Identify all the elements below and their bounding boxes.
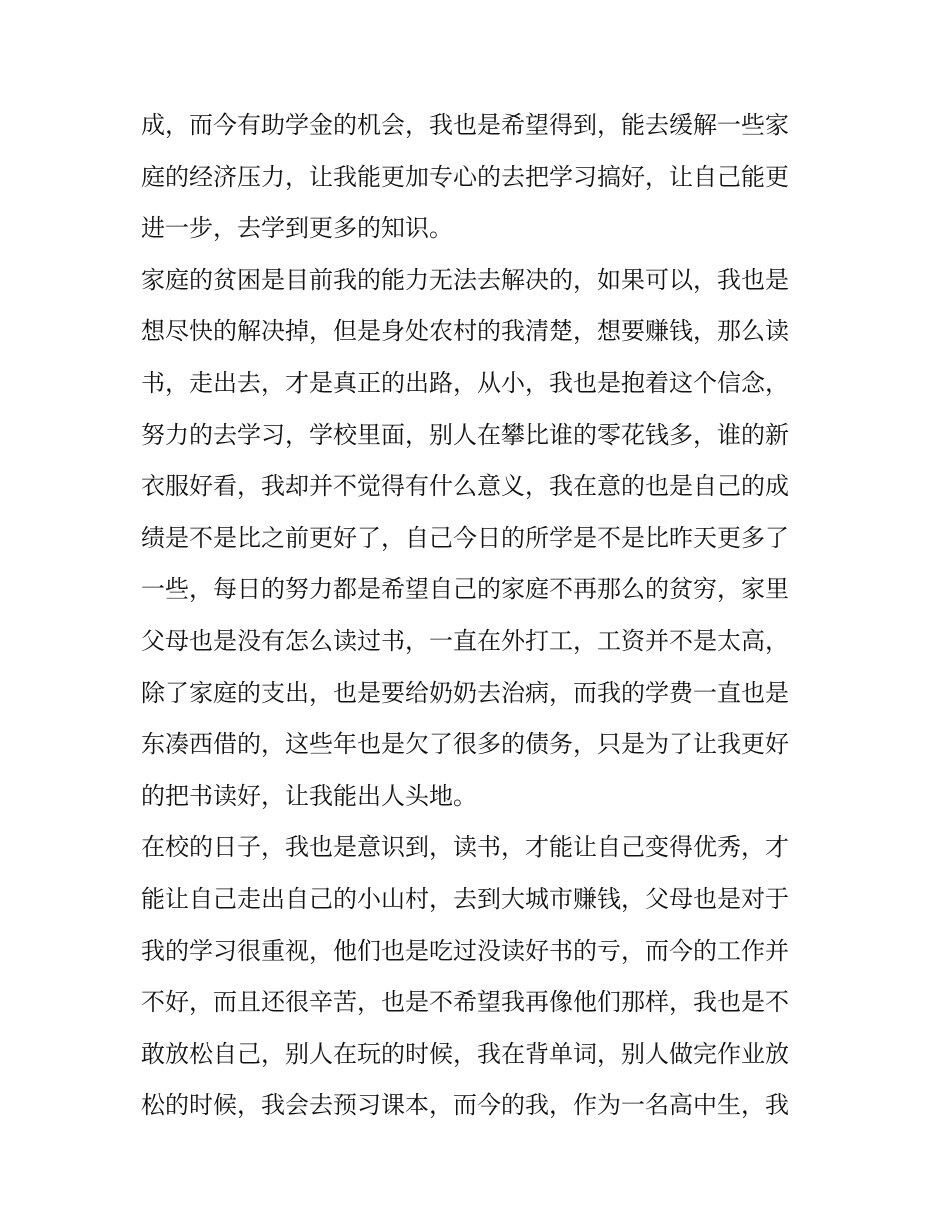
text-line-5: 想尽快的解决掉，但是身处农村的我清楚，想要赚钱，那么读 [141, 317, 789, 346]
text-line-9: 绩是不是比之前更好了，自己今日的所学是不是比昨天更多了 [141, 523, 789, 552]
text-line-6: 书，走出去，才是真正的出路，从小，我也是抱着这个信念， [141, 368, 789, 397]
text-line-18: 不好，而且还很辛苦，也是不希望我再像他们那样，我也是不 [141, 988, 789, 1017]
text-line-10: 一些，每日的努力都是希望自己的家庭不再那么的贫穷，家里 [141, 575, 789, 604]
text-line-19: 敢放松自己，别人在玩的时候，我在背单词，别人做完作业放 [141, 1039, 789, 1068]
text-line-2: 庭的经济压力，让我能更加专心的去把学习搞好，让自己能更 [141, 162, 789, 191]
text-line-12: 除了家庭的支出，也是要给奶奶去治病，而我的学费一直也是 [141, 678, 789, 707]
text-line-7: 努力的去学习，学校里面，别人在攀比谁的零花钱多，谁的新 [141, 420, 789, 449]
text-line-11: 父母也是没有怎么读过书，一直在外打工，工资并不是太高， [141, 626, 789, 655]
text-line-16: 能让自己走出自己的小山村，去到大城市赚钱，父母也是对于 [141, 884, 789, 913]
text-line-4: 家庭的贫困是目前我的能力无法去解决的，如果可以，我也是 [141, 265, 789, 294]
text-line-14: 的把书读好，让我能出人头地。 [141, 781, 477, 810]
text-line-8: 衣服好看，我却并不觉得有什么意义，我在意的也是自己的成 [141, 472, 789, 501]
body-text [141, 100, 813, 1132]
text-line-17: 我的学习很重视，他们也是吃过没读好书的亏，而今的工作并 [141, 936, 789, 965]
text-line-15: 在校的日子，我也是意识到，读书，才能让自己变得优秀，才 [141, 833, 789, 862]
text-line-1: 成，而今有助学金的机会，我也是希望得到，能去缓解一些家 [141, 111, 789, 139]
text-line-3: 进一步，去学到更多的知识。 [141, 214, 453, 243]
text-line-20: 松的时候，我会去预习课本，而今的我，作为一名高中生，我 [141, 1091, 789, 1120]
text-line-13: 东凑西借的，这些年也是欠了很多的债务，只是为了让我更好 [141, 730, 789, 759]
